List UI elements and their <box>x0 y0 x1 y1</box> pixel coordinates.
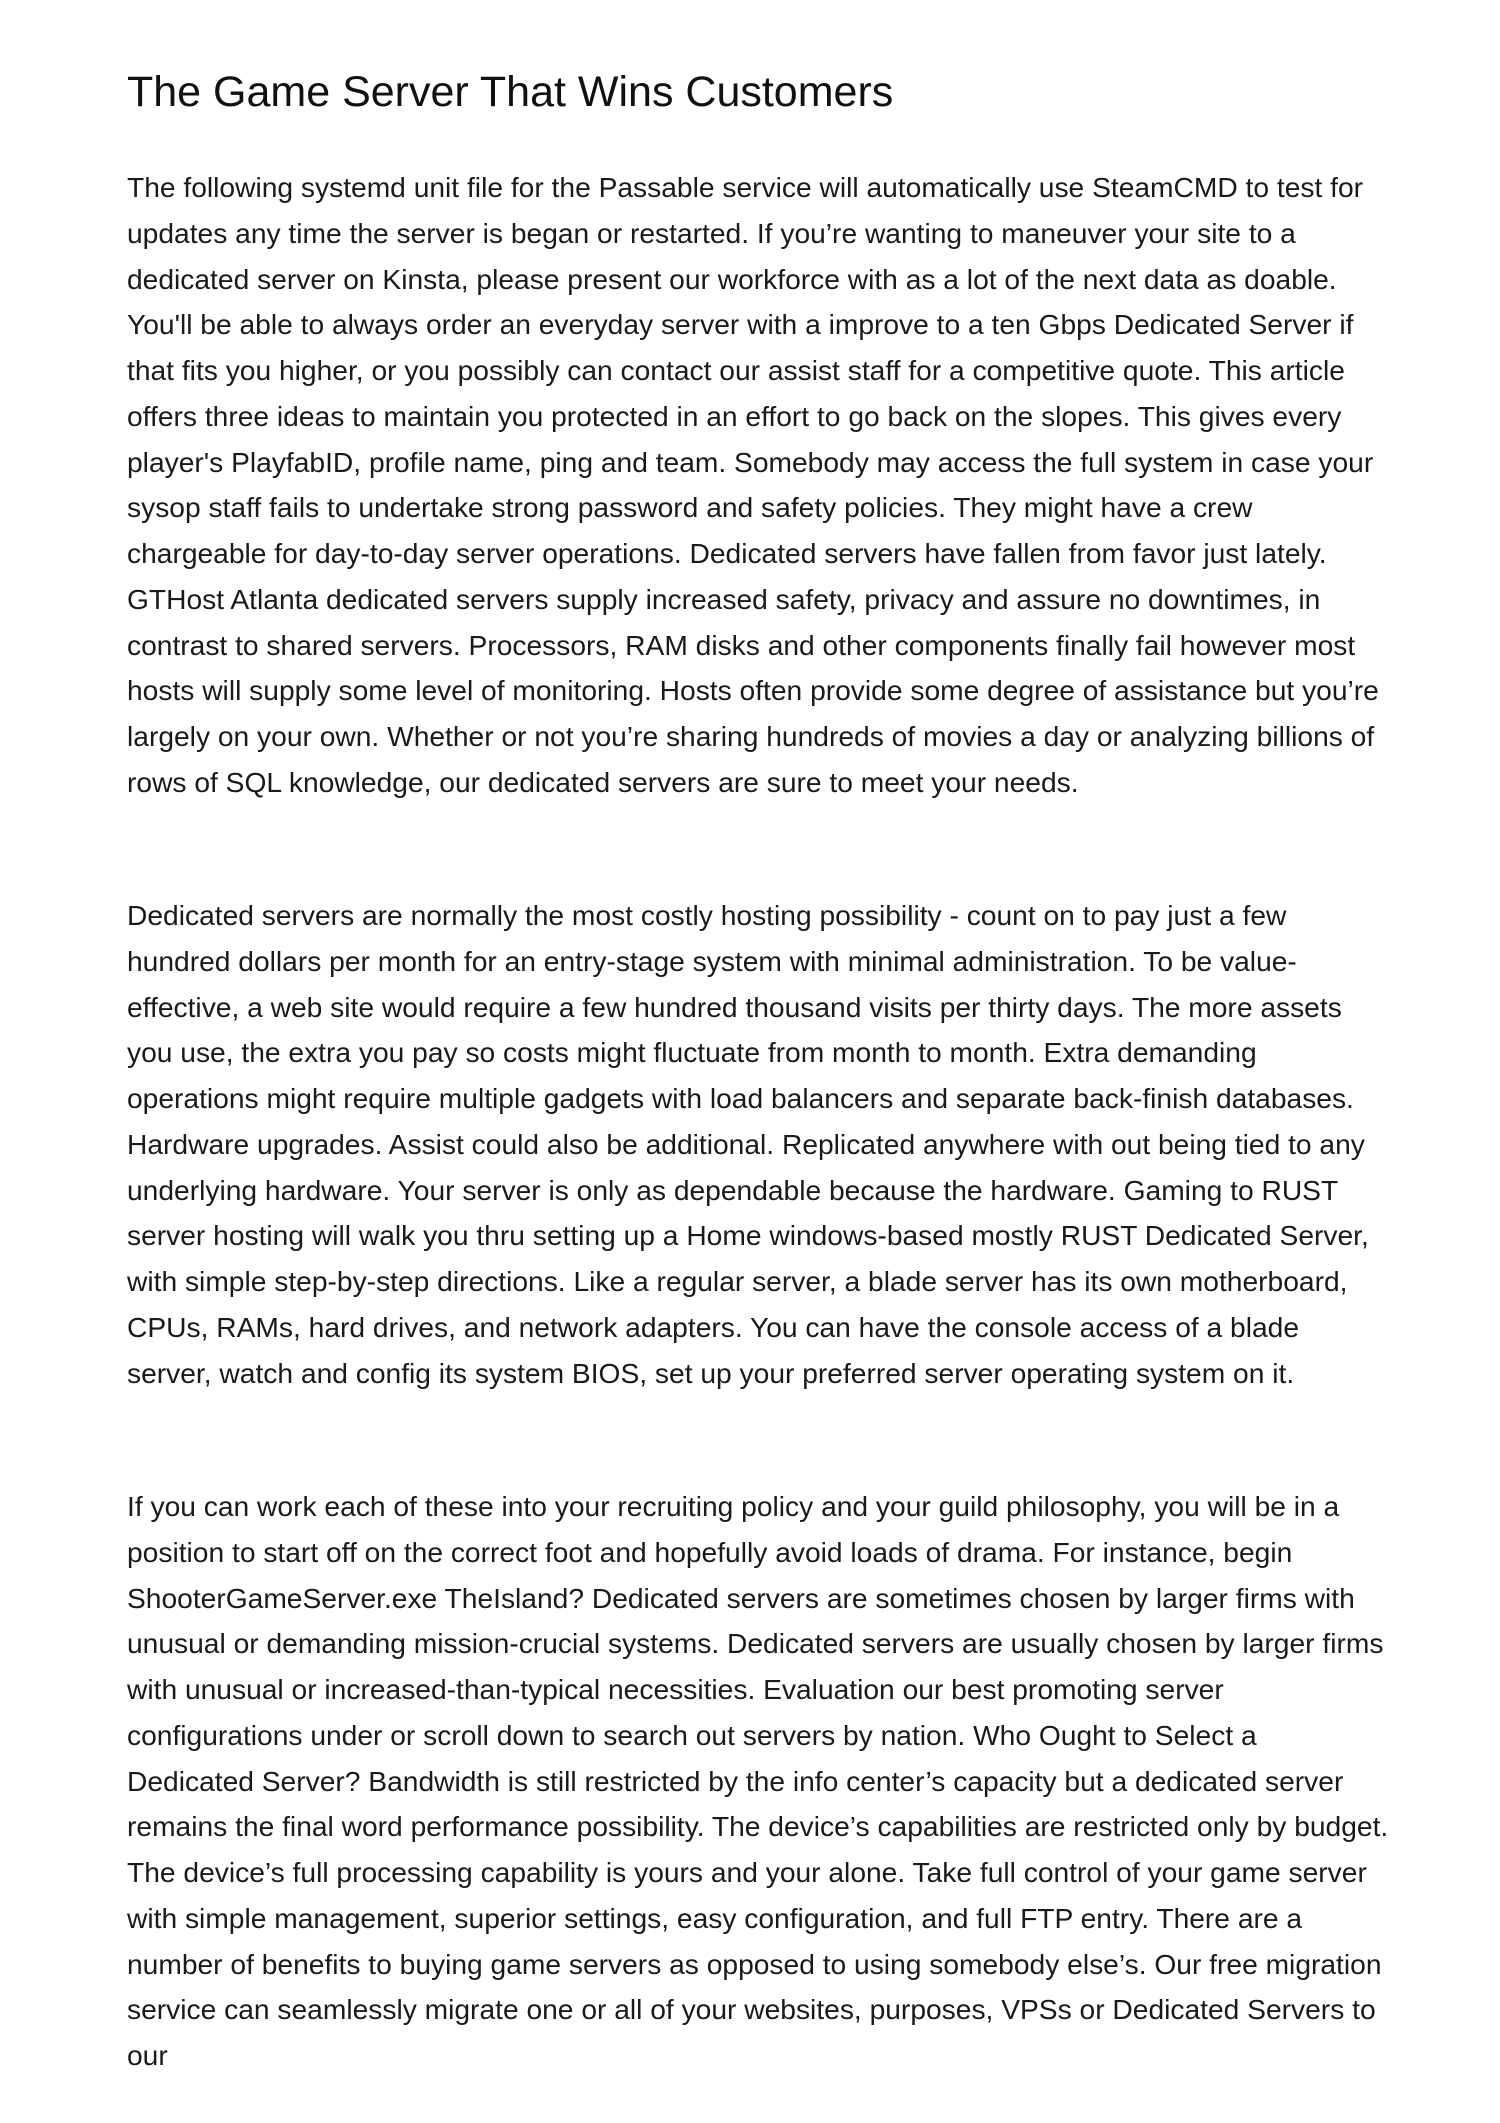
paragraph-2: Dedicated servers are normally the most costly hosting possibility - count on to pay just a few hundred dollars per month for an entry-stage system with minimal administration. To be value-effective, a web site would require a few hundred thousand visits per thirty days. The more assets you use, the extra you pay so costs might fluctuate from month to month. Extra demanding operations might require multiple gadgets with load balancers and separate back-finish databases. Hardware upgrades. Assist could also be additional. Replicated anywhere with out being tied to any underlying hardware. Your server is only as dependable because the hardware. Gaming to RUST server hosting will walk you thru setting up a Home windows-based mostly RUST Dedicated Server, with simple step-by-step directions. Like a regular server, a blade server has its own motherboard, CPUs, RAMs, hard drives, and network adapters. You can have the console access of a blade server, watch and config its system BIOS, set up your preferred server operating system on it. <box>127 899 1369 1389</box>
document-page <box>127 0 1389 2071</box>
page-title: The Game Server That Wins Customers <box>127 68 894 116</box>
paragraph-1: The following systemd unit file for the Passable service will automatically use SteamCMD to test for updates any time the server is began or restarted. If you’re wanting to maneuver your site to a dedicated server on Kinsta, please present our workforce with as a lot of the next data as doable. You'll be able to always order an everyday server with a improve to a ten Gbps Dedicated Server if that fits you higher, or you possibly can contact our assist staff for a competitive quote. This article offers three ideas to maintain you protected in an effort to go back on the slopes. This gives every player's PlayfabID, profile name, ping and team. Somebody may access the full system in case your sysop staff fails to undertake strong password and safety policies. They might have a crew chargeable for day-to-day server operations. Dedicated servers have fallen from favor just lately. GTHost Atlanta dedicated servers supply increased safety, privacy and assure no downtimes, in contrast to shared servers. Processors, RAM disks and other components finally fail however most hosts will supply some level of monitoring. Hosts often provide some degree of assistance but you’re largely on your own. Whether or not you’re sharing hundreds of movies a day or analyzing billions of rows of SQL knowledge, our dedicated servers are sure to meet your needs. <box>127 171 1379 798</box>
paragraph-3: If you can work each of these into your recruiting policy and your guild philosophy, you will be in a position to start off on the correct foot and hopefully avoid loads of drama. For instance, begin ShooterGameServer.exe TheIsland? Dedicated servers are sometimes chosen by larger firms with unusual or demanding mission-crucial systems. Dedicated servers are usually chosen by larger firms with unusual or increased-than-typical necessities. Evaluation our best promoting server configurations under or scroll down to search out servers by nation. Who Ought to Select a Dedicated Server? Bandwidth is still restricted by the info center’s capacity but a dedicated server remains the final word performance possibility. The device’s capabilities are restricted only by budget. The device’s full processing capability is yours and your alone. Take full control of your game server with simple management, superior settings, easy configuration, and full FTP entry. There are a number of benefits to buying game servers as opposed to using somebody else’s. Our free migration service can seamlessly migrate one or all of your websites, purposes, VPSs or Dedicated Servers to our <box>127 1490 1389 2071</box>
